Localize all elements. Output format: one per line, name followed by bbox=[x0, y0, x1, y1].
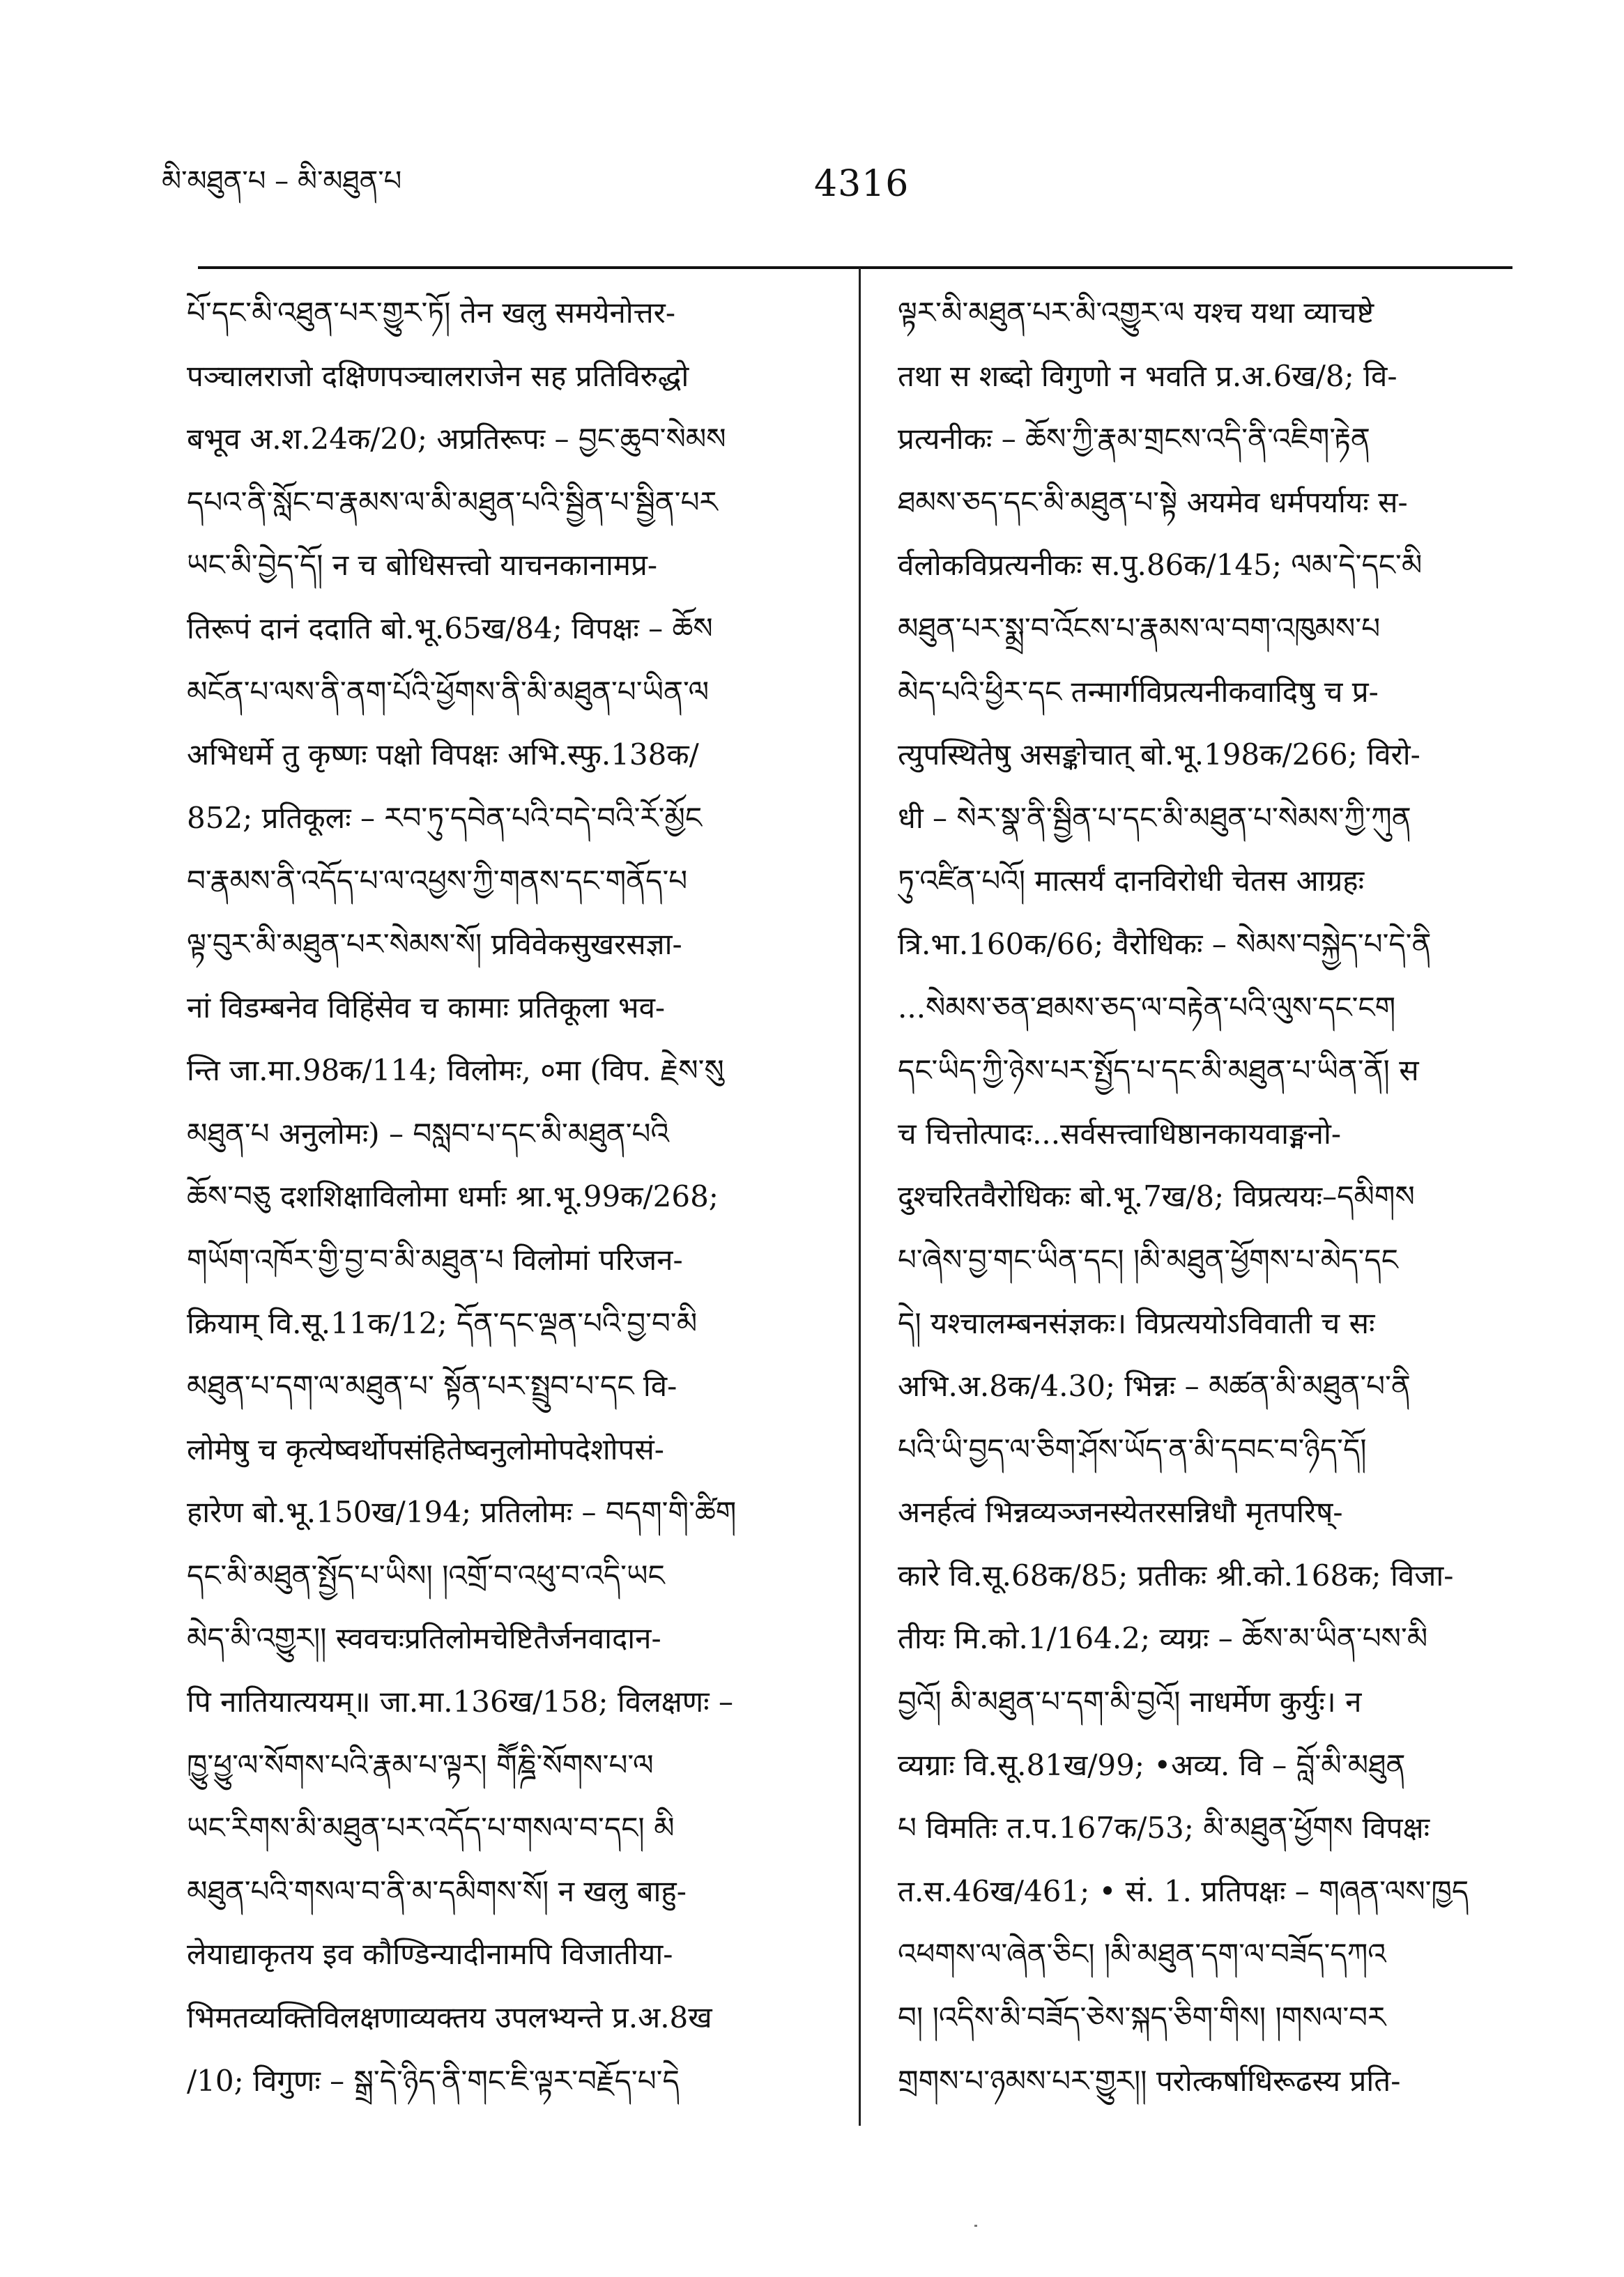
left-column-line: पि नातियात्ययम्॥ जा.मा.136ख/158; विलक्षणः – bbox=[187, 1685, 733, 1719]
right-column-line: བ། །འདིས་མི་བཟོད་ཅེས་སྐད་ཅིག་གིས། །གསལ་བར bbox=[898, 2000, 1386, 2035]
right-column-line: པའི་ཡི་བྱད་ལ་ཅིག་ཤོས་ཡོད་ན་མི་དབང་བ་ཉིད་དོ། bbox=[898, 1432, 1367, 1466]
left-column-line: མེད་མི་འགྱུར།། स्ववचःप्रतिलोमचेष्टितैर्जनवादान- bbox=[187, 1621, 661, 1656]
right-column-line: ...སེམས་ཅན་ཐམས་ཅད་ལ་བརྟེན་པའི་ལུས་དང་ངག bbox=[898, 990, 1396, 1025]
column-divider bbox=[859, 268, 861, 2126]
left-column-line: अभिधर्मे तु कृष्णः पक्षो विपक्षः अभि.स्फु.138क/ bbox=[187, 737, 699, 772]
left-column-line: ཡང་མི་བྱེད་དོ། न च बोधिसत्त्वो याचनकानामप्र- bbox=[187, 548, 658, 583]
right-column-line: कारे वि.सू.68क/85; प्रतीकः श्री.को.168क; विजा- bbox=[898, 1558, 1454, 1593]
left-column-line: ཁྱུ་ཕྱུ་ལ་སོགས་པའི་རྣམ་པ་ལྟར། གཽཎྜི་སོགས་པ་ལ bbox=[187, 1747, 654, 1782]
right-column bbox=[898, 282, 1542, 2113]
right-column-line: དང་ཡིད་ཀྱི་ཉེས་པར་སྤྱོད་པ་དང་མི་མཐུན་པ་ཡིན་ནོ། स bbox=[898, 1053, 1419, 1088]
left-column-line: नां विडम्बनेव विहिंसेव च कामाः प्रतिकूला भव- bbox=[187, 990, 666, 1025]
right-column-line: अनर्हत्वं भिन्नव्यञ्जनस्येतरसन्निधौ मृतपरिष्- bbox=[898, 1495, 1343, 1530]
right-column-line: र्वलोकविप्रत्यनीकः स.पु.86क/145; ལམ་དེ་དང་མི bbox=[898, 548, 1423, 583]
right-column-line: व्यग्राः वि.सू.81ख/99; •अव्य. वि – བློ་མི་མཐུན bbox=[898, 1747, 1406, 1782]
right-column-line: པ་ཞེས་བྱ་གང་ཡིན་དང། །མི་མཐུན་ཕྱོགས་པ་མེད་དང bbox=[898, 1242, 1398, 1277]
left-column-line: གཡོག་འཁོར་གྱི་བྱ་བ་མི་མཐུན་པ विलोमां परिजन- bbox=[187, 1242, 683, 1277]
left-column-line: हारेण बो.भू.150ख/194; प्रतिलोमः – བདག་གི་ཚིག bbox=[187, 1495, 737, 1530]
right-column-line: པ विमतिः त.प.167क/53; མི་མཐུན་ཕྱོགས विपक्षः bbox=[898, 1811, 1430, 1846]
right-column-line: འཕགས་ལ་ཞེན་ཅིང། །མི་མཐུན་དག་ལ་བཟོད་དཀའ bbox=[898, 1937, 1386, 1972]
right-column-line: त.स.46ख/461; • सं. 1. प्रतिपक्षः – གཞན་ལས་ཁྱད bbox=[898, 1873, 1469, 1908]
left-column-line: པོ་དང་མི་འཐུན་པར་གྱུར་ཏོ། तेन खलु समयेनोत्तर- bbox=[187, 296, 676, 330]
right-column-line: त्युपस्थितेषु असङ्कोचात् बो.भू.198क/266; विरो- bbox=[898, 737, 1420, 772]
left-column-line: ལྟ་བུར་མི་མཐུན་པར་སེམས་སོ། प्रविवेकसुखरसज्ञा- bbox=[187, 926, 682, 961]
left-column-line: न्ति जा.मा.98क/114; विलोमः, ०मा (विप. རྗེས་སུ bbox=[187, 1053, 724, 1088]
right-column-line: གྲགས་པ་ཉམས་པར་གྱུར།། परोत्कर्षाधिरूढस्य प्रति- bbox=[898, 2063, 1401, 2098]
right-column-line: ལྟར་མི་མཐུན་པར་མི་འགྱུར་ལ यश्च यथा व्याचष्टे bbox=[898, 296, 1374, 330]
left-column-line: མཐུན་པ་དག་ལ་མཐུན་པ་ སྟོན་པར་སྤྲུབ་པ་དང वि- bbox=[187, 1369, 677, 1404]
left-column-line: དཔའ་ནི་སློང་བ་རྣམས་ལ་མི་མཐུན་པའི་སྦྱིན་པ་སྦྱིན་པར bbox=[187, 484, 718, 519]
right-column-line: च चित्तोत्पादः...सर्वसत्त्वाधिष्ठानकायवाङ्मनो- bbox=[898, 1116, 1342, 1151]
left-column bbox=[187, 282, 842, 2113]
header-rule bbox=[198, 266, 1512, 269]
left-column-line: ཆོས་བཅུ दशशिक्षाविलोमा धर्माः श्रा.भू.99क/268; bbox=[187, 1179, 719, 1214]
right-column-line: दुश्चरितवैरोधिकः बो.भू.7ख/8; विप्रत्ययः–དམིགས bbox=[898, 1179, 1415, 1214]
left-column-line: 852; प्रतिकूलः – རབ་ཏུ་དབེན་པའི་བདེ་བའི་རོ་མྱོང bbox=[187, 800, 703, 835]
right-column-line: དེ། यश्चालम्बनसंज्ञकः। विप्रत्ययोऽविवाती च सः bbox=[898, 1305, 1375, 1340]
right-column-line: མཐུན་པར་སྨྲ་བ་འོངས་པ་རྣམས་ལ་བག་འཁུམས་པ bbox=[898, 611, 1381, 645]
scan-speck bbox=[974, 2225, 977, 2227]
left-column-line: མངོན་པ་ལས་ནི་ནག་པོའི་ཕྱོགས་ནི་མི་མཐུན་པ་ཡིན་ལ bbox=[187, 674, 710, 709]
right-column-line: धी – སེར་སྣ་ནི་སྦྱིན་པ་དང་མི་མཐུན་པ་སེམས་ཀྱི་ཀུན bbox=[898, 800, 1411, 835]
left-column-line: /10; विगुणः – སྒྲ་དེ་ཉིད་ནི་གང་ཇི་ལྟར་བརྗོད་པ་དེ bbox=[187, 2063, 680, 2098]
left-column-line: पञ्चालराजो दक्षिणपञ्चालराजेन सह प्रतिविरुद्धो bbox=[187, 358, 689, 393]
right-column-line: त्रि.भा.160क/66; वैरोधिकः – སེམས་བསྐྱེད་པ་དེ་ནི bbox=[898, 926, 1432, 961]
left-column-line: भिमतव्यक्तिविलक्षणाव्यक्तय उपलभ्यन्ते प्र.अ.8ख bbox=[187, 2000, 712, 2035]
left-column-line: तिरूपं दानं ददाति बो.भू.65ख/84; विपक्षः – ཆོས bbox=[187, 611, 713, 645]
left-column-line: लोमेषु च कृत्येष्वर्थोपसंहितेष्वनुलोमोपदेशोपसं- bbox=[187, 1432, 664, 1466]
left-column-line: ཡང་རིགས་མི་མཐུན་པར་འདོད་པ་གསལ་བ་དང། མི bbox=[187, 1811, 675, 1846]
right-column-line: མེད་པའི་ཕྱིར་དང तन्मार्गविप्रत्यनीकवादिषु च प्र- bbox=[898, 674, 1379, 709]
left-column-line: བ་རྣམས་ནི་འདོད་པ་ལ་འཕྱས་ཀྱི་གནས་དང་གནོད་པ bbox=[187, 864, 688, 898]
right-column-line: ཏུ་འཛིན་པའོ། मात्सर्यं दानविरोधी चेतस आग्रहः bbox=[898, 864, 1365, 898]
left-column-line: बभूव अ.श.24क/20; अप्रतिरूपः – བྱང་ཆུབ་སེམས bbox=[187, 422, 726, 457]
running-header-title: མི་མཐུན་པ – མི་མཐུན་པ bbox=[162, 165, 402, 197]
left-column-line: लेयाद्याकृतय इव कौण्डिन्यादीनामपि विजातीया- bbox=[187, 1937, 673, 1972]
page-number: 4316 bbox=[814, 163, 910, 205]
right-column-line: अभि.अ.8क/4.30; भिन्नः – མཚན་མི་མཐུན་པ་ནི bbox=[898, 1369, 1411, 1404]
right-column-line: तीयः मि.को.1/164.2; व्यग्रः – ཆོས་མ་ཡིན་པས་མི bbox=[898, 1621, 1428, 1656]
right-column-line: བྱའོ། མི་མཐུན་པ་དག་མི་བྱའོ། नाधर्मेण कुर्युः। न bbox=[898, 1685, 1362, 1719]
left-column-line: དང་མི་མཐུན་སྤྱོད་པ་ཡིས། །འགྲོ་བ་འཕུ་བ་འདི་ཡང bbox=[187, 1558, 665, 1593]
right-column-line: ཐམས་ཅད་དང་མི་མཐུན་པ་སྟེ अयमेव धर्मपर्यायः स- bbox=[898, 484, 1408, 519]
right-column-line: प्रत्यनीकः – ཆོས་ཀྱི་རྣམ་གྲངས་འདི་ནི་འཇིག་རྟེན bbox=[898, 422, 1370, 457]
left-column-line: क्रियाम् वि.सू.11क/12; དོན་དང་ལྡན་པའི་བྱ་བ་མི bbox=[187, 1305, 698, 1340]
left-column-line: མཐུན་པ अनुलोमः) – བསླབ་པ་དང་མི་མཐུན་པའི bbox=[187, 1116, 669, 1151]
left-column-line: མཐུན་པའི་གསལ་བ་ནི་མ་དམིགས་སོ། न खलु बाहु- bbox=[187, 1873, 687, 1908]
right-column-line: तथा स शब्दो विगुणो न भवति प्र.अ.6ख/8; वि- bbox=[898, 358, 1397, 393]
